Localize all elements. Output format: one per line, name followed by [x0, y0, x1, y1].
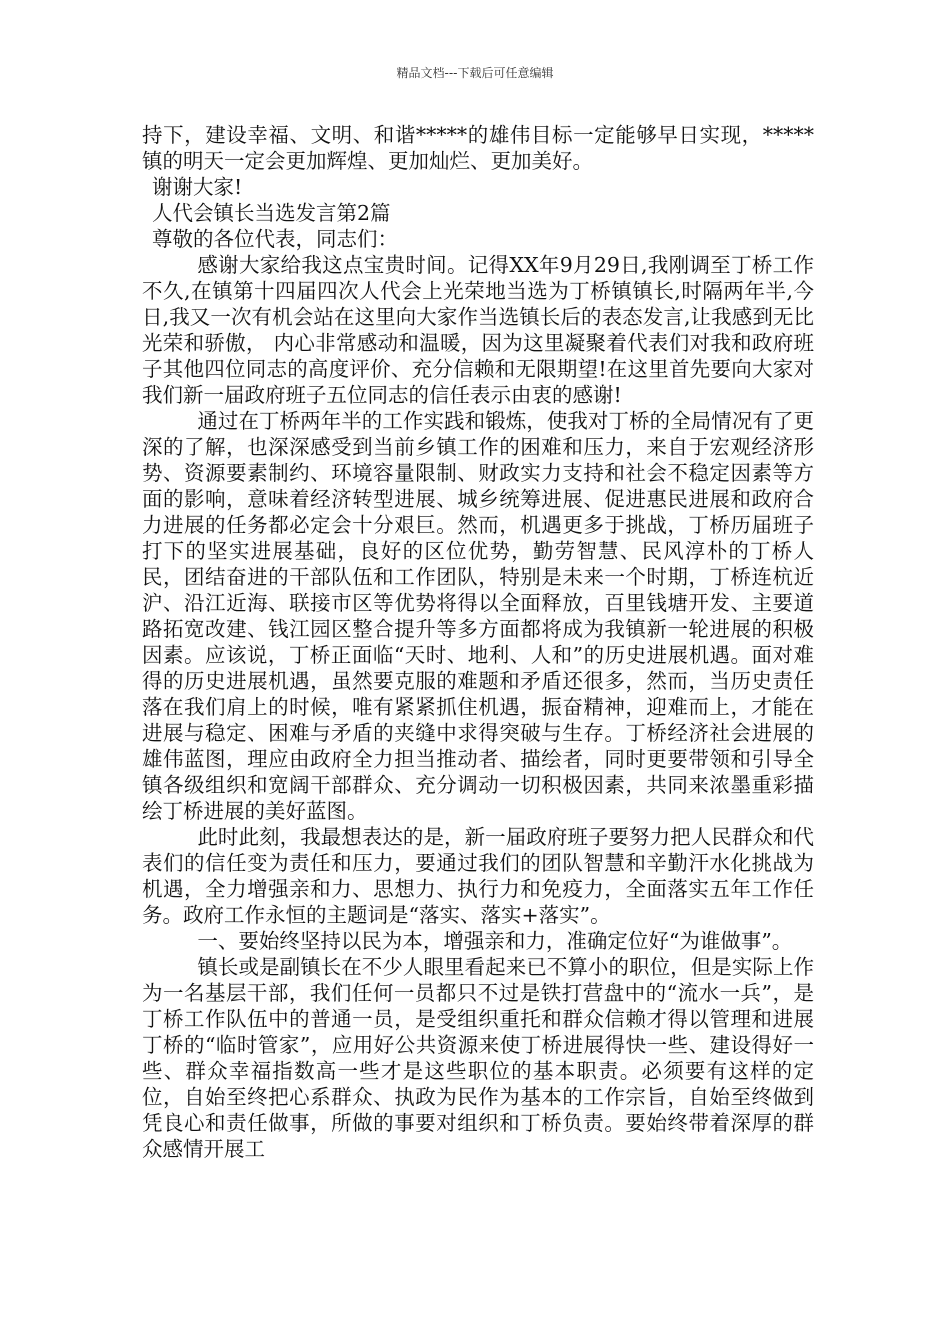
- paragraph-heading: 一、要始终坚持以民为本，增强亲和力，准确定位好“为谁做事”。: [197, 929, 793, 953]
- salutation: 尊敬的各位代表，同志们：: [152, 227, 398, 251]
- paragraph: 感谢大家给我这点宝贵时间。记得XX年9月29日,我刚调至丁桥工作不久,在镇第十四届四次人代会上光荣地当选为丁桥镇镇长,时隔两年半,今日,我又一次有机会站在这里向大家作当选镇长后的表态发言,让我感到无比光荣和骄傲， 内心非常感动和温暖，因为这里凝聚着代表们对我和政府班子其他四位同志的高度评价、充分信赖和无限期望!在这里首先要向大家对我们新一届政府班子五位同志的信任表示由衷的感谢!: [142, 253, 814, 407]
- paragraph: 镇长或是副镇长在不少人眼里看起来已不算小的职位，但是实际上作为一名基层干部，我们任何一员都只不过是铁打营盘中的“流水一兵”，是丁桥工作队伍中的普通一员，是受组织重托和群众信赖才得以管理和进展丁桥的“临时管家”，应用好公共资源来使丁桥进展得快一些、建设得好一些、群众幸福指数高一些才是这些职位的基本职责。必须要有这样的定位，自始至终把心系群众、执政为民作为基本的工作宗旨，自始至终做到凭良心和责任做事，所做的事要对组织和丁桥负责。要始终带着深厚的群众感情开展工: [142, 955, 814, 1161]
- paragraph-continuation: 持下，建设幸福、文明、和谐*****的雄伟目标一定能够早日实现，*****镇的明天一定会更加辉煌、更加灿烂、更加美好。: [142, 123, 814, 173]
- paragraph: 通过在丁桥两年半的工作实践和锻炼，使我对丁桥的全局情况有了更深的了解，也深深感受到当前乡镇工作的困难和压力，来自于宏观经济形势、资源要素制约、环境容量限制、财政实力支持和社会不稳定因素等方面的影响，意味着经济转型进展、城乡统筹进展、促进惠民进展和政府合力进展的任务都必定会十分艰巨。然而，机遇更多于挑战，丁桥历届班子打下的坚实进展基础，良好的区位优势，勤劳智慧、民风淳朴的丁桥人民，团结奋进的干部队伍和工作团队，特别是未来一个时期，丁桥连杭近沪、沿江近海、联接市区等优势将得以全面释放，百里钱塘开发、主要道路拓宽改建、钱江园区整合提升等多方面都将成为我镇新一轮进展的积极因素。应该说，丁桥正面临“天时、地利、人和”的历史进展机遇。面对难得的历史进展机遇，虽然要克服的难题和矛盾还很多，然而，当历史责任落在我们肩上的时候，唯有紧紧抓住机遇，振奋精神，迎难而上，才能在进展与稳定、困难与矛盾的夹缝中求得突破与生存。丁桥经济社会进展的雄伟蓝图，理应由政府全力担当推动者、描绘者，同时更要带领和引导全镇各级组织和宽阔干部群众、充分调动一切积极因素，共同来浓墨重彩描绘丁桥进展的美好蓝图。: [142, 409, 814, 823]
- page-header: 精品文档---下载后可任意编辑: [396, 66, 554, 80]
- paragraph-thanks: 谢谢大家!: [152, 175, 243, 199]
- paragraph: 此时此刻，我最想表达的是，新一届政府班子要努力把人民群众和代表们的信任变为责任和压力，要通过我们的团队智慧和辛勤汗水化挑战为机遇，全力增强亲和力、思想力、执行力和免疫力，全面落实五年工作任务。政府工作永恒的主题词是“落实、落实+落实”。: [142, 825, 814, 927]
- document-body: [142, 122, 814, 1162]
- section-title: 人代会镇长当选发言第2篇: [152, 201, 391, 225]
